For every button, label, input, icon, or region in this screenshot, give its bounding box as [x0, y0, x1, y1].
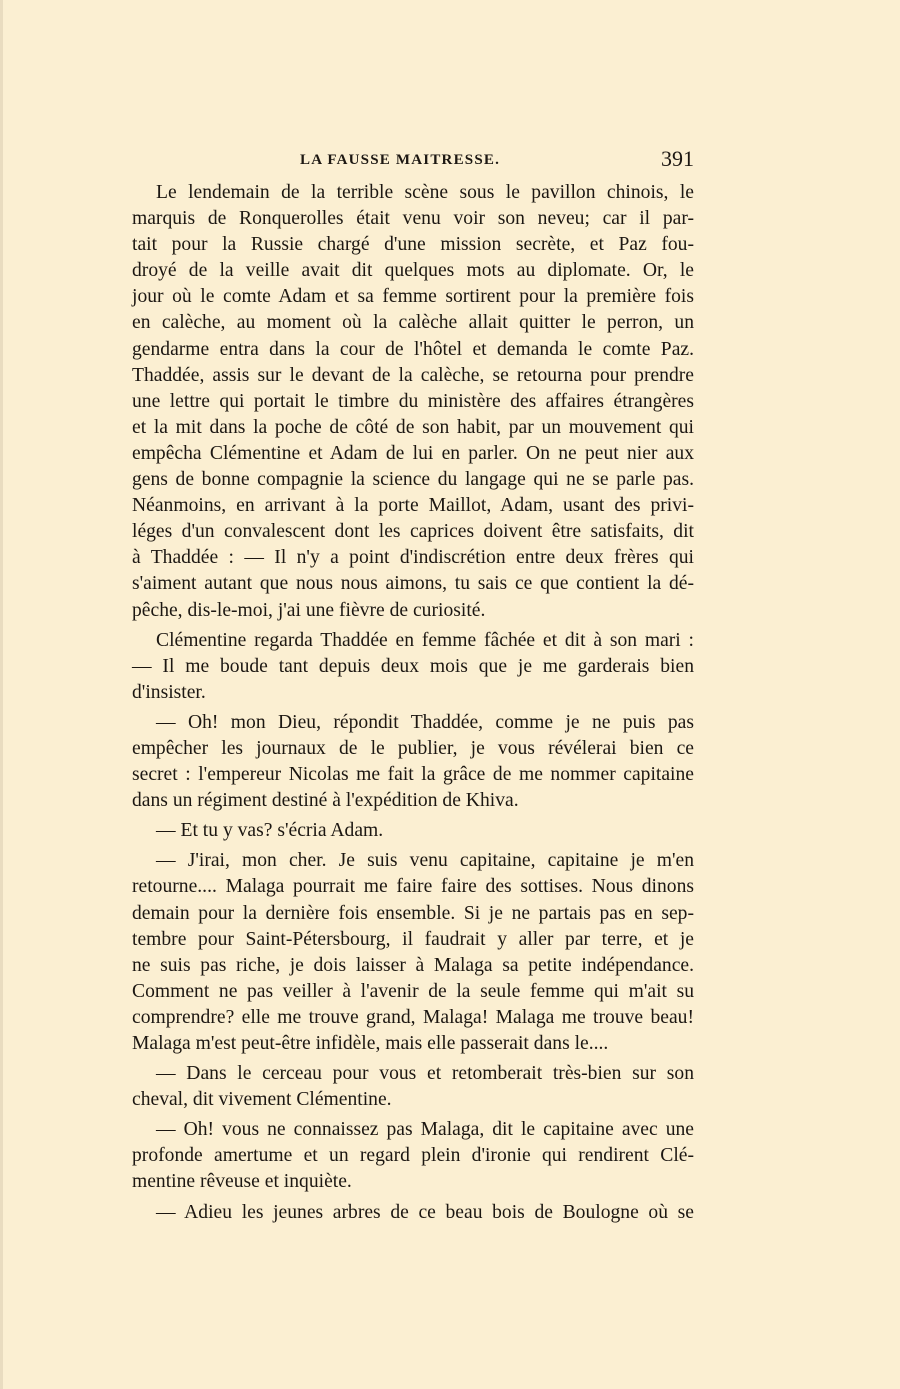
text-line: cheval, dit vivement Clémentine.: [132, 1089, 392, 1111]
text-line: d'insister.: [132, 681, 206, 703]
text-line: jour où le comte Adam et sa femme sortirent pour la première fois: [132, 286, 694, 308]
text-line: — Adieu les jeunes arbres de ce beau bois de Boulogne où se: [156, 1201, 694, 1223]
text-line: gendarme entra dans la cour de l'hôtel et demanda le comte Paz.: [132, 338, 694, 360]
text-line: marquis de Ronquerolles était venu voir son neveu; car il par-: [132, 208, 694, 230]
text-line: s'aiment autant que nous nous aimons, tu sais ce que contient la dé-: [132, 573, 694, 595]
text-line: — Et tu y vas? s'écria Adam.: [156, 820, 384, 842]
text-line: en calèche, au moment où la calèche allait quitter le perron, un: [132, 312, 694, 334]
running-title: LA FAUSSE MAITRESSE.: [300, 152, 501, 168]
text-line: dans un régiment destiné à l'expédition de Khiva.: [132, 790, 519, 812]
text-line: Clémentine regarda Thaddée en femme fâchée et dit à son mari :: [156, 629, 694, 651]
text-line: — Dans le cerceau pour vous et retomberait très-bien sur son: [156, 1063, 694, 1085]
text-line: demain pour la dernière fois ensemble. Si je ne partais pas en sep-: [132, 902, 694, 924]
text-line: comprendre? elle me trouve grand, Malaga! Malaga me trouve beau!: [132, 1006, 694, 1028]
text-line: mentine rêveuse et inquiète.: [132, 1171, 352, 1193]
text-line: et la mit dans la poche de côté de son habit, par un mouvement qui: [132, 416, 694, 438]
text-line: — Il me boude tant depuis deux mois que je me garderais bien: [132, 655, 694, 677]
body-text: [132, 180, 694, 1226]
text-line: tait pour la Russie chargé d'une mission secrète, et Paz fou-: [132, 234, 694, 256]
text-line: — Oh! mon Dieu, répondit Thaddée, comme je ne puis pas: [156, 711, 694, 733]
text-line: à Thaddée : — Il n'y a point d'indiscrétion entre deux frères qui: [132, 547, 694, 569]
text-line: tembre pour Saint-Pétersbourg, il faudrait y aller par terre, et je: [132, 928, 694, 950]
text-line: — J'irai, mon cher. Je suis venu capitaine, capitaine je m'en: [156, 850, 694, 872]
text-line: Thaddée, assis sur le devant de la calèche, se retourna pour prendre: [132, 364, 694, 386]
text-line: droyé de la veille avait dit quelques mots au diplomate. Or, le: [132, 260, 694, 282]
text-line: une lettre qui portait le timbre du ministère des affaires étrangères: [132, 390, 694, 412]
text-line: Malaga m'est peut-être infidèle, mais elle passerait dans le....: [132, 1033, 609, 1054]
text-line: empêcher les journaux de le publier, je vous révélerai bien ce: [132, 737, 694, 759]
page-number: 391: [661, 146, 694, 171]
text-line: Comment ne pas veiller à l'avenir de la seule femme qui m'ait su: [132, 980, 694, 1002]
text-line: secret : l'empereur Nicolas me fait la grâce de me nommer capitaine: [132, 764, 694, 786]
page-header: [132, 146, 694, 174]
text-line: profonde amertume et un regard plein d'ironie qui rendirent Clé-: [132, 1145, 694, 1167]
text-line: — Oh! vous ne connaissez pas Malaga, dit le capitaine avec une: [156, 1119, 694, 1141]
text-line: pêche, dis-le-moi, j'ai une fièvre de curiosité.: [132, 599, 486, 621]
text-line: Néanmoins, en arrivant à la porte Maillot, Adam, usant des privi-: [132, 495, 694, 517]
text-line: Le lendemain de la terrible scène sous le pavillon chinois, le: [156, 182, 694, 203]
text-line: empêcha Clémentine et Adam de lui en parler. On ne peut nier aux: [132, 442, 694, 464]
text-line: retourne.... Malaga pourrait me faire faire des sottises. Nous dinons: [132, 876, 694, 898]
text-line: ne suis pas riche, je dois laisser à Malaga sa petite indépendance.: [132, 954, 694, 976]
page-edge: [0, 0, 3, 1389]
text-line: gens de bonne compagnie la science du langage qui ne se parle pas.: [132, 469, 694, 491]
text-line: léges d'un convalescent dont les caprices doivent être satisfaits, dit: [132, 521, 694, 543]
